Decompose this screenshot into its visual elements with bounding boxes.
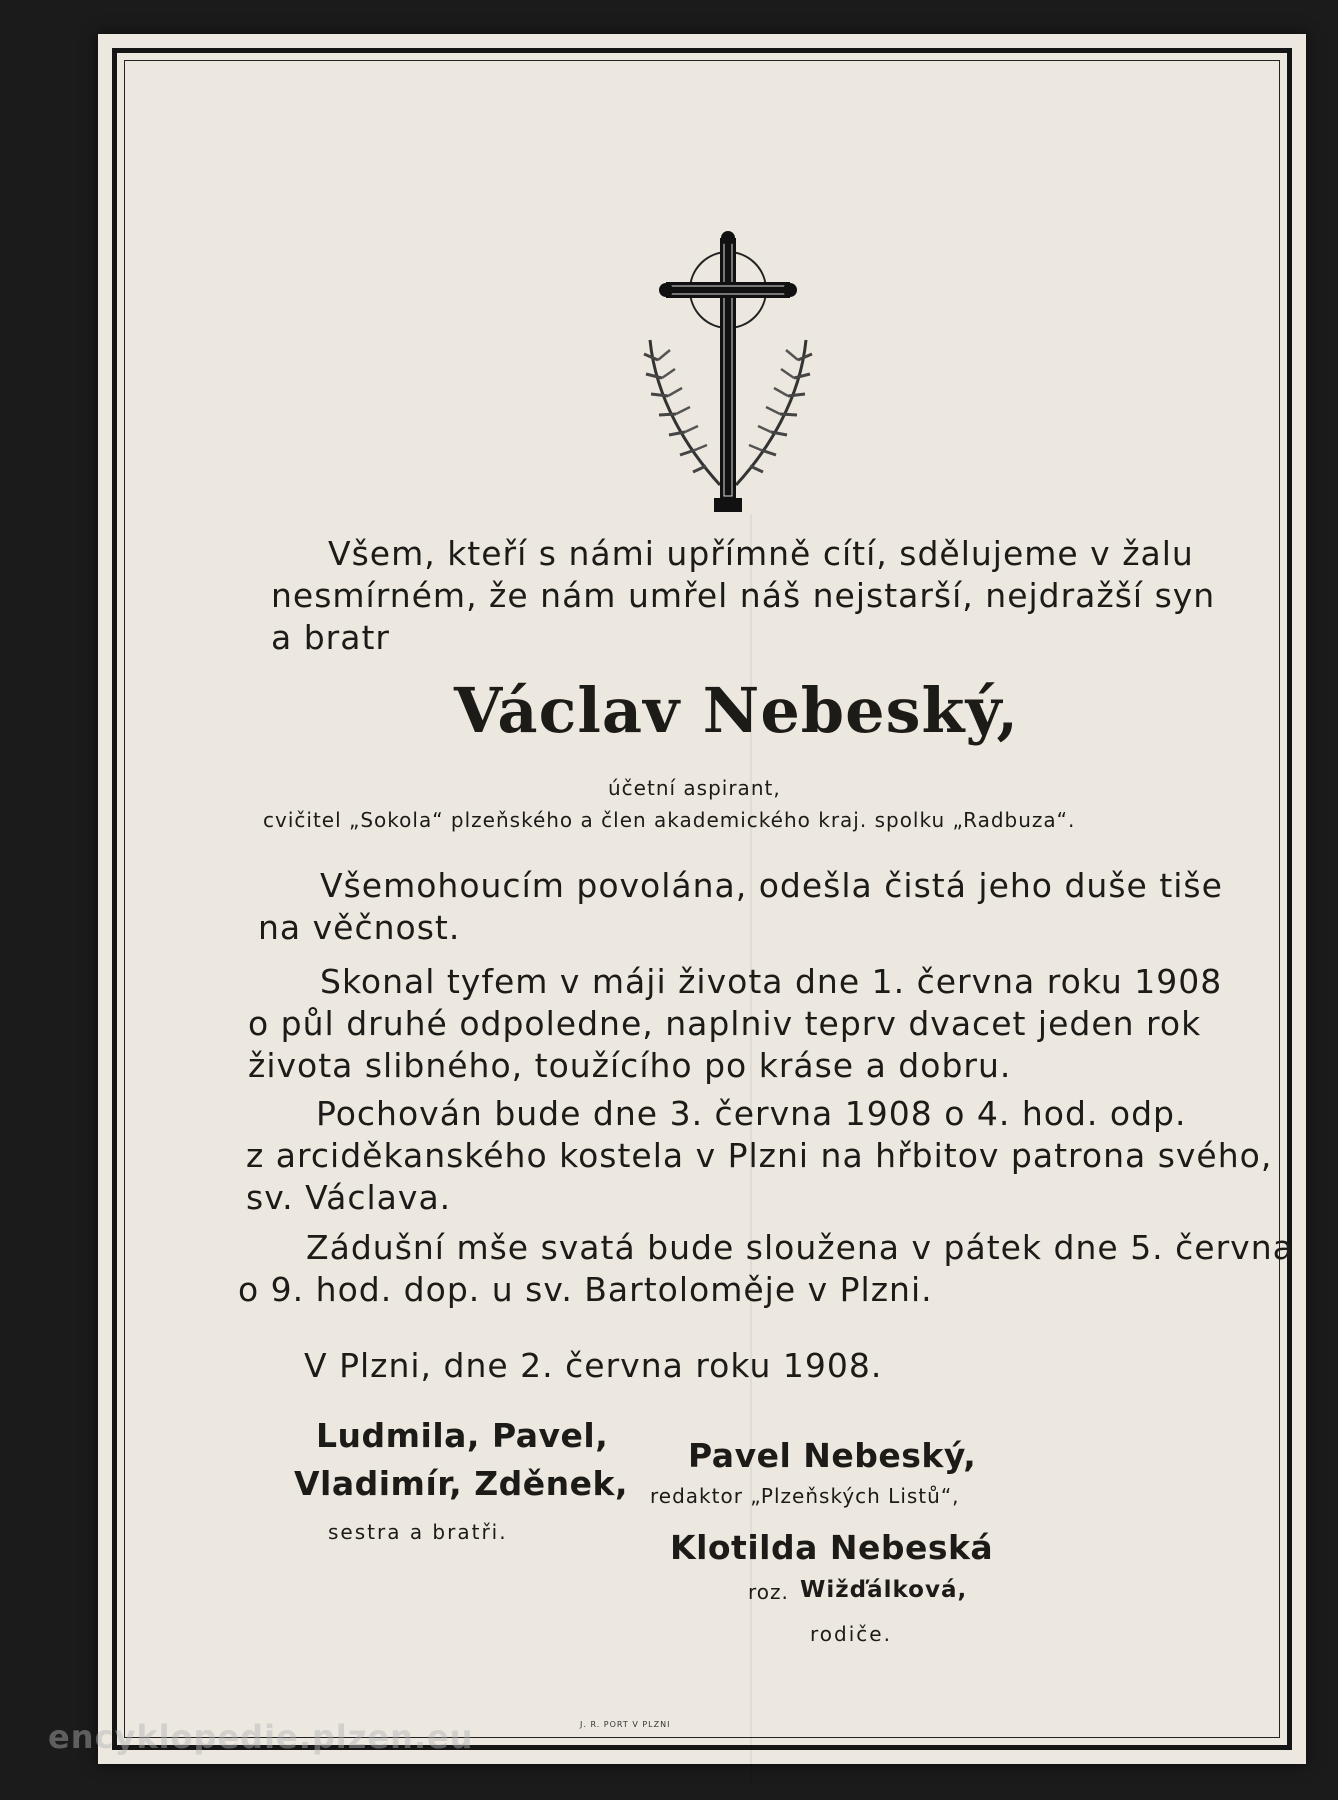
paragraph-3-line-2: z arciděkanského kostela v Plzni na hřbitov patrona svého,	[246, 1136, 1273, 1175]
intro-line-1: Všem, kteří s námi upřímně cítí, sdělujeme v žalu	[328, 534, 1194, 573]
mother-name: Klotilda Nebeská	[670, 1528, 994, 1567]
cross-with-palm-branches-icon	[628, 230, 828, 520]
obituary-sheet	[98, 34, 1306, 1764]
paragraph-2-line-3: života slibného, toužícího po kráse a dobru.	[248, 1046, 1012, 1085]
affiliation: cvičitel „Sokola“ plzeňského a člen akademického kraj. spolku „Radbuza“.	[263, 808, 1076, 832]
siblings-line-2: Vladimír, Zděnek,	[294, 1464, 628, 1503]
parents-role: rodiče.	[810, 1622, 892, 1646]
paragraph-4-line-1: Zádušní mše svatá bude sloužena v pátek dne 5. června	[306, 1228, 1294, 1267]
mother-maiden-name: Wižďálková,	[800, 1577, 968, 1603]
father-name: Pavel Nebeský,	[688, 1436, 977, 1475]
siblings-line-1: Ludmila, Pavel,	[316, 1416, 609, 1455]
occupation: účetní aspirant,	[608, 776, 781, 800]
paragraph-1-line-1: Všemohoucím povolána, odešla čistá jeho duše tiše	[320, 866, 1223, 905]
intro-line-2: nesmírném, že nám umřel náš nejstarší, nejdražší syn	[271, 576, 1216, 615]
mother-maiden-prefix: roz.	[748, 1580, 789, 1604]
paragraph-2-line-2: o půl druhé odpoledne, naplniv teprv dvacet jeden rok	[248, 1004, 1202, 1043]
paragraph-3-line-3: sv. Václava.	[246, 1178, 452, 1217]
siblings-role: sestra a bratři.	[328, 1520, 508, 1544]
watermark: encyklopedie.plzen.eu	[48, 1718, 474, 1756]
father-role: redaktor „Plzeňských Listů“,	[650, 1484, 960, 1508]
paragraph-1-line-2: na věčnost.	[258, 908, 461, 947]
paragraph-3-line-1: Pochován bude dne 3. června 1908 o 4. hod. odp.	[316, 1094, 1187, 1133]
deceased-name: Václav Nebeský,	[454, 674, 1020, 747]
paragraph-4-line-2: o 9. hod. dop. u sv. Bartoloměje v Plzni.	[238, 1270, 933, 1309]
printer-imprint: J. R. PORT V PLZNI	[580, 1720, 671, 1729]
place-date: V Plzni, dne 2. června roku 1908.	[304, 1346, 883, 1385]
intro-line-3: a bratr	[271, 618, 390, 657]
paragraph-2-line-1: Skonal tyfem v máji života dne 1. června roku 1908	[320, 962, 1223, 1001]
